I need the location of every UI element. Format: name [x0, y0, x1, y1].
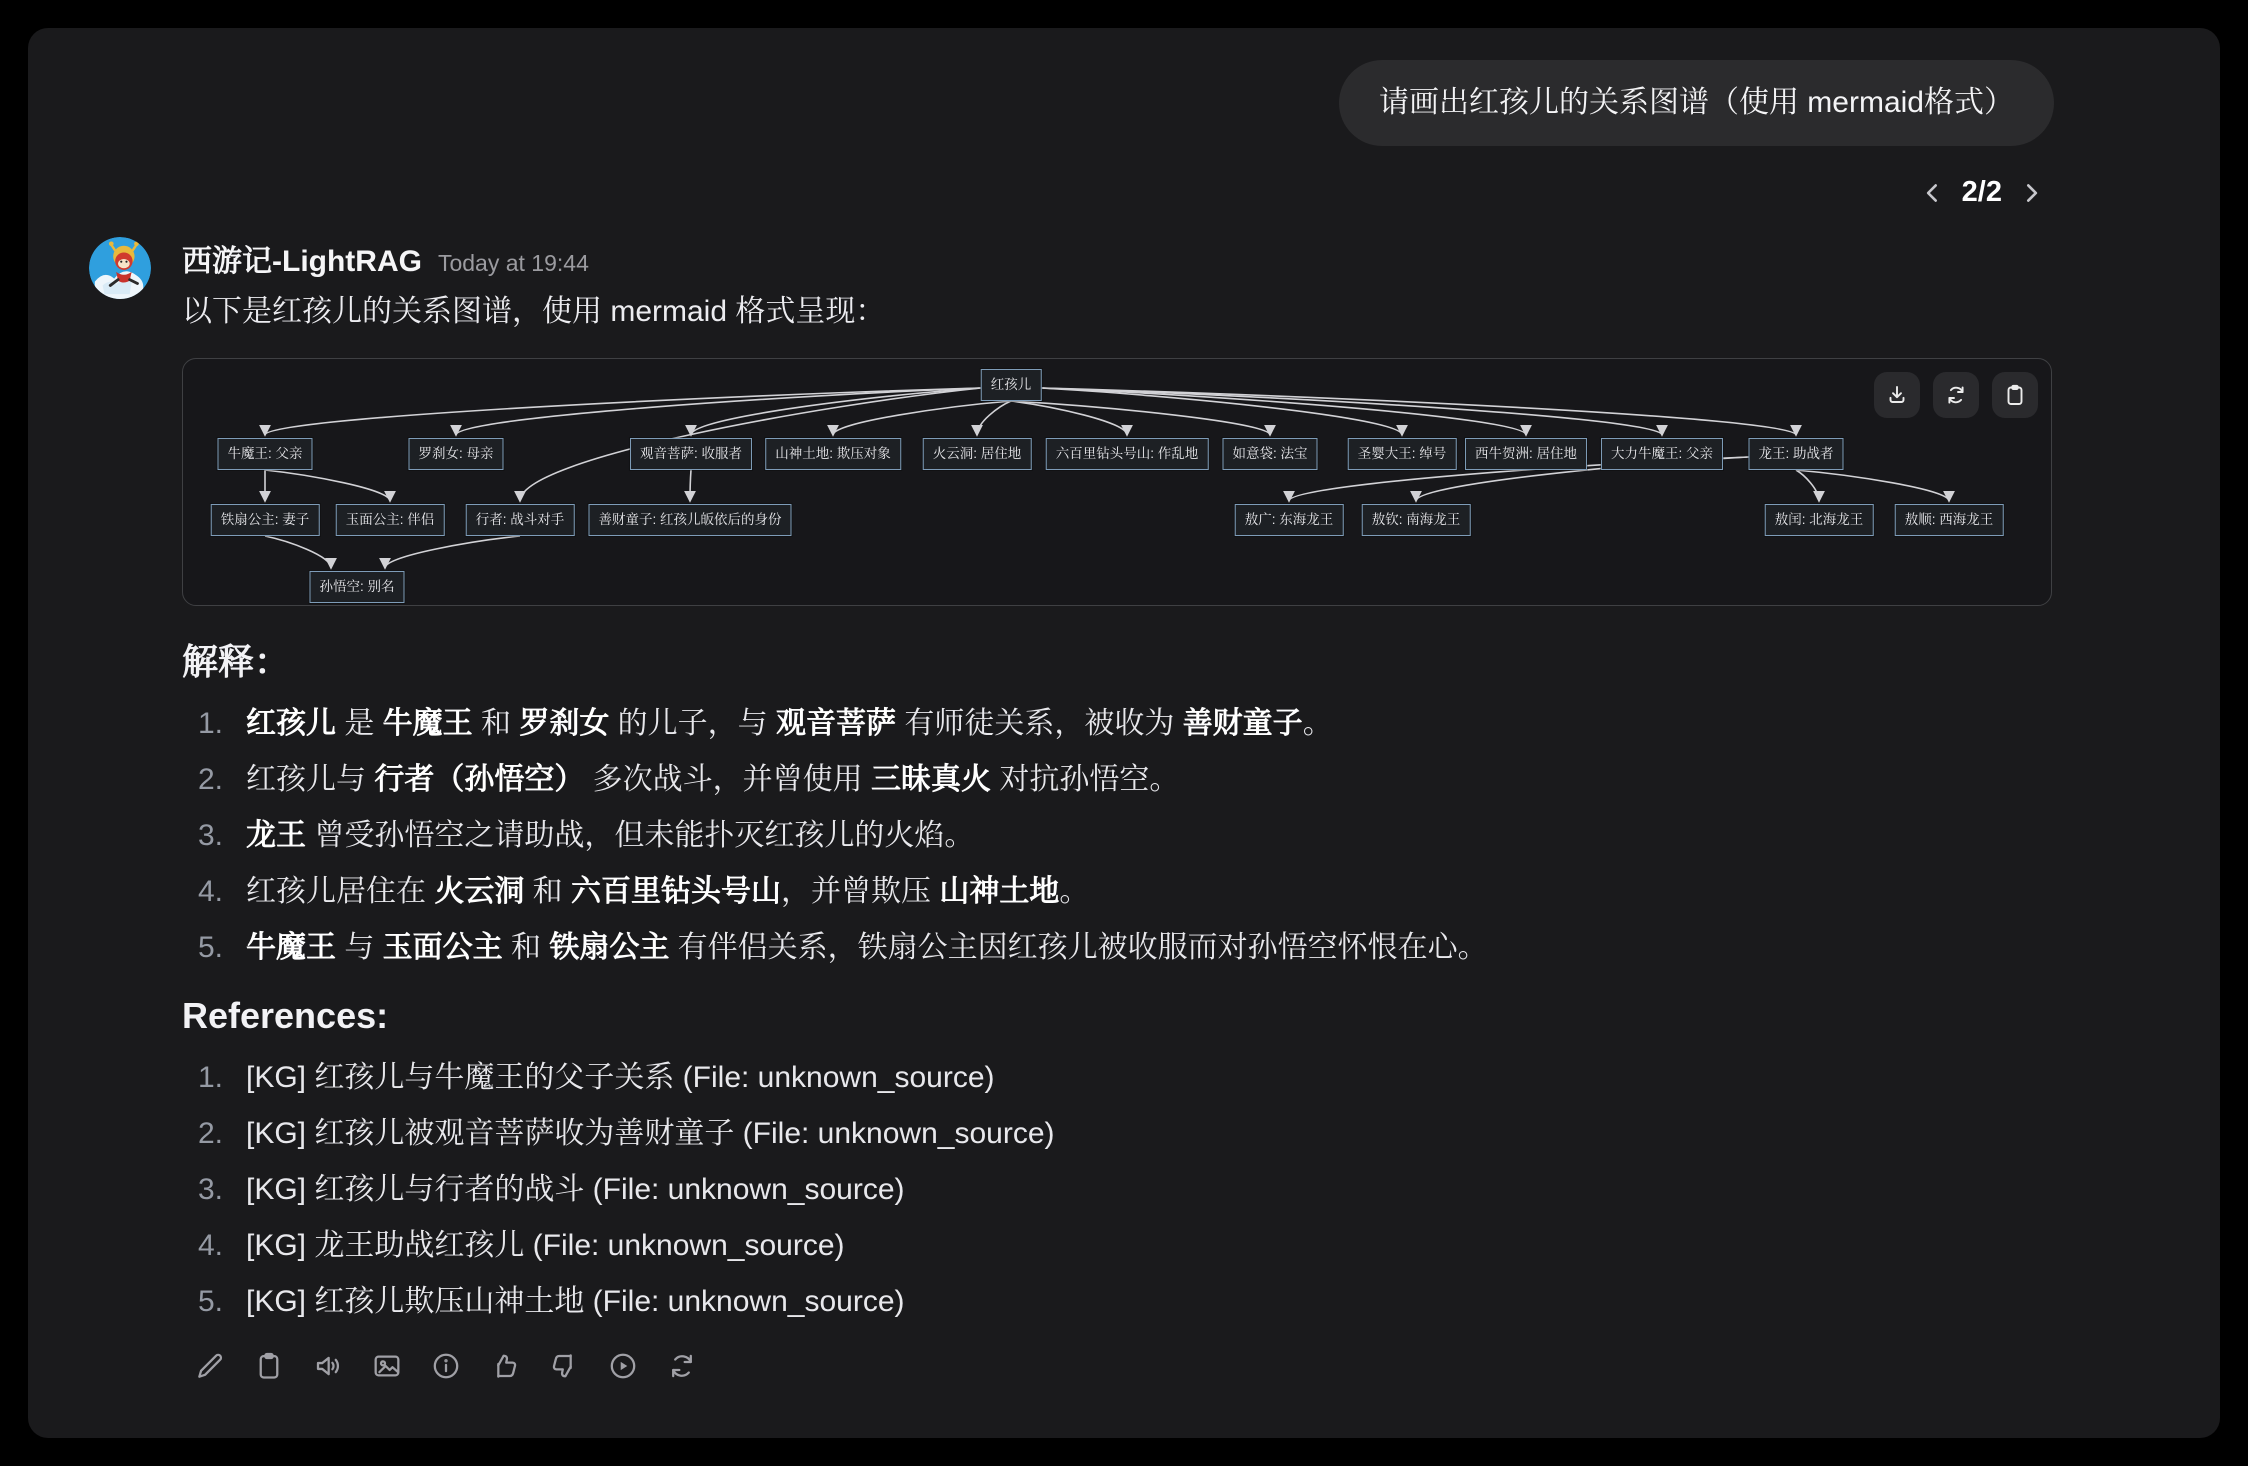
list-item: 2. [KG] 红孩儿被观音菩萨收为善财童子 (File: unknown_source): [198, 1117, 1055, 1150]
mermaid-diagram: [182, 358, 2052, 606]
diagram-edges: [183, 359, 2051, 605]
list-item: 1. [KG] 红孩儿与牛魔王的父子关系 (File: unknown_source): [198, 1061, 995, 1094]
explanation-list: [182, 704, 2054, 968]
list-item: 4. 红孩儿居住在 火云洞 和 六百里钻头号山，并曾欺压 山神土地。: [198, 875, 1090, 908]
thumbs-up-button[interactable]: [489, 1350, 521, 1382]
user-message-bubble[interactable]: [1339, 60, 2054, 146]
message-timestamp: Today at 19:44: [437, 250, 589, 276]
prev-page-button[interactable]: [1920, 180, 1946, 206]
speaker-icon: [312, 1350, 344, 1382]
diagram-node-sstd: 山神土地: 欺压对象: [765, 438, 901, 470]
list-item: 3. 龙王 曾受孙悟空之请助战，但未能扑灭红孩儿的火焰。: [198, 819, 975, 852]
diagram-canvas: [183, 359, 2051, 605]
diagram-node-hhr: 红孩儿: [981, 369, 1042, 401]
user-message-text: 请画出红孩儿的关系图谱（使用 mermaid格式）: [1378, 86, 2014, 119]
edit-icon: [194, 1350, 226, 1382]
thumbs-down-button[interactable]: [548, 1350, 580, 1382]
assistant-intro-text: 以下是红孩儿的关系图谱，使用 mermaid 格式呈现：: [182, 295, 886, 328]
references-heading: References:: [182, 995, 389, 1036]
copy-diagram-button[interactable]: [1992, 372, 2038, 418]
regenerate-button[interactable]: [666, 1350, 698, 1382]
diagram-node-scdz: 善财童子: 红孩儿皈依后的身份: [588, 504, 791, 536]
diagram-node-lw: 龙王: 助战者: [1748, 438, 1843, 470]
edit-message-button[interactable]: [194, 1350, 226, 1382]
download-icon: [1885, 383, 1909, 407]
message-actions-bar: [182, 1350, 2054, 1382]
diagram-node-hyd: 火云洞: 居住地: [923, 438, 1032, 470]
diagram-node-as: 敖顺: 西海龙王: [1895, 504, 2004, 536]
run-button[interactable]: [607, 1350, 639, 1382]
refresh-diagram-button[interactable]: [1933, 372, 1979, 418]
list-item: 5. [KG] 红孩儿欺压山神土地 (File: unknown_source): [198, 1285, 905, 1318]
message-pagination: [1920, 176, 2044, 209]
diagram-node-dlnmw: 大力牛魔王: 父亲: [1601, 438, 1723, 470]
explanation-heading: 解释：: [182, 641, 291, 682]
copy-icon: [253, 1350, 285, 1382]
list-item: 4. [KG] 龙王助战红孩儿 (File: unknown_source): [198, 1229, 845, 1262]
diagram-node-sydw: 圣婴大王: 绰号: [1348, 438, 1457, 470]
play-icon: [607, 1350, 639, 1382]
diagram-node-ymgz: 玉面公主: 伴侣: [336, 504, 445, 536]
diagram-node-nmw: 牛魔王: 父亲: [217, 438, 312, 470]
diagram-node-lcn: 罗刹女: 母亲: [408, 438, 503, 470]
diagram-node-xnhz: 西牛贺洲: 居住地: [1465, 438, 1587, 470]
download-diagram-button[interactable]: [1874, 372, 1920, 418]
thumbs-down-icon: [548, 1350, 580, 1382]
list-item: 5. 牛魔王 与 玉面公主 和 铁扇公主 有伴侣关系，铁扇公主因红孩儿被收服而对孙悟空怀恨在心。: [198, 931, 1488, 964]
diagram-node-xz: 行者: 战斗对手: [466, 504, 575, 536]
clipboard-icon: [2003, 383, 2027, 407]
image-icon: [371, 1350, 403, 1382]
thumbs-up-icon: [489, 1350, 521, 1382]
message-info-button[interactable]: [430, 1350, 462, 1382]
assistant-avatar: [89, 237, 151, 299]
copy-message-button[interactable]: [253, 1350, 285, 1382]
assistant-name: 西游记-LightRAG: [182, 245, 422, 278]
regenerate-icon: [666, 1350, 698, 1382]
diagram-node-ag: 敖广: 东海龙王: [1235, 504, 1344, 536]
references-list: [182, 1058, 2054, 1322]
sync-icon: [1944, 383, 1968, 407]
diagram-node-tsgz: 铁扇公主: 妻子: [211, 504, 320, 536]
diagram-node-aq: 敖钦: 南海龙王: [1362, 504, 1471, 536]
info-icon: [430, 1350, 462, 1382]
assistant-message: [182, 236, 2054, 1382]
list-item: 2. 红孩儿与 行者（孙悟空） 多次战斗，并曾使用 三昧真火 对抗孙悟空。: [198, 763, 1180, 796]
monkey-king-avatar-icon: [89, 237, 151, 299]
assistant-header: [182, 236, 2054, 278]
page-indicator: 2/2: [1961, 176, 2002, 208]
chat-window: [28, 28, 2220, 1438]
read-aloud-button[interactable]: [312, 1350, 344, 1382]
diagram-node-ar: 敖闰: 北海龙王: [1765, 504, 1874, 536]
diagram-toolbar: [1874, 372, 2038, 418]
diagram-node-gy: 观音菩萨: 收服者: [630, 438, 752, 470]
diagram-node-swk: 孙悟空: 别名: [309, 571, 404, 603]
export-image-button[interactable]: [371, 1350, 403, 1382]
list-item: 3. [KG] 红孩儿与行者的战斗 (File: unknown_source): [198, 1173, 905, 1206]
list-item: 1. 红孩儿 是 牛魔王 和 罗刹女 的儿子，与 观音菩萨 有师徒关系，被收为 善财童子。: [198, 707, 1333, 740]
next-page-button[interactable]: [2018, 180, 2044, 206]
diagram-node-ryd: 如意袋: 法宝: [1222, 438, 1317, 470]
diagram-node-lbl: 六百里钻头号山: 作乱地: [1046, 438, 1209, 470]
